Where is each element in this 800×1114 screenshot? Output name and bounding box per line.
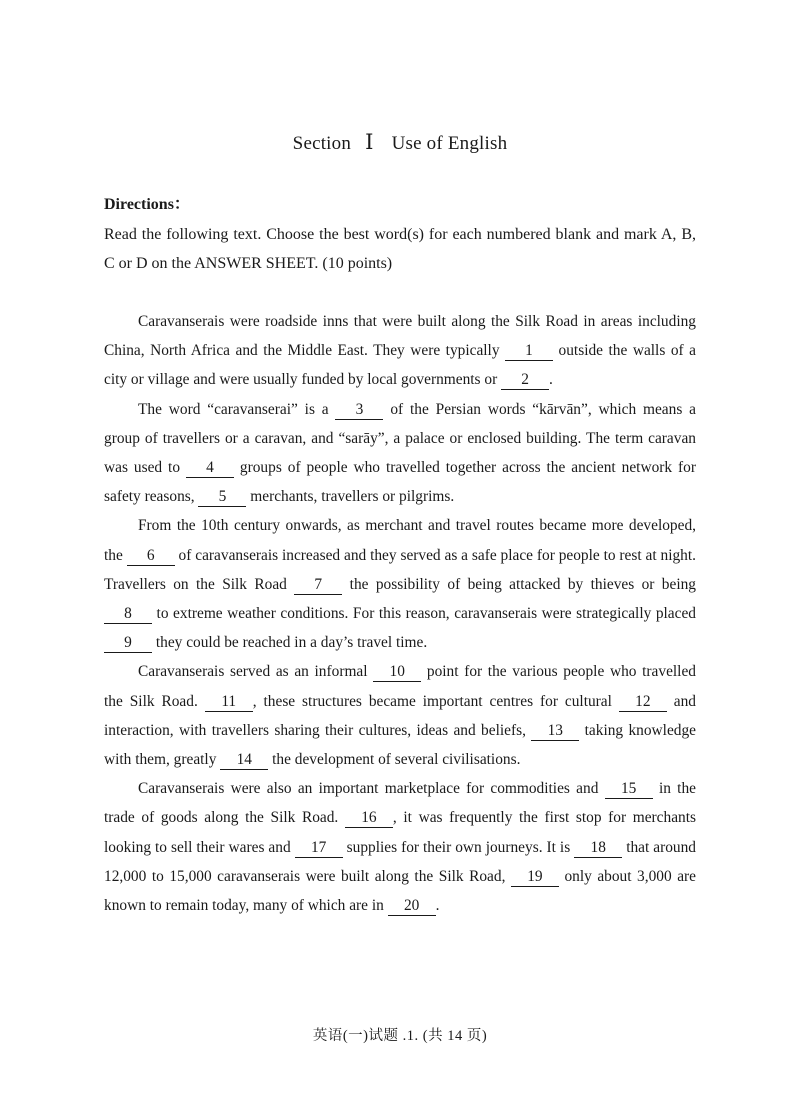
- directions-text: Read the following text. Choose the best word(s) for each numbered blank and mark A, B, C or D on the ANSWER SHEET. (10 points): [104, 226, 696, 272]
- blank-15: 15: [605, 780, 653, 799]
- section-prefix: Section: [292, 133, 352, 154]
- passage-text: , these structures became important centres for cultural: [252, 692, 619, 710]
- passage-text: of the Persian words “kārvān”, which means a group of travellers or a caravan, and “sarāy”, a palace or enclosed building. The term caravan was used to: [104, 400, 696, 477]
- blank-12: 12: [619, 693, 667, 712]
- blank-2: 2: [501, 371, 549, 390]
- cloze-passage: [104, 307, 696, 920]
- passage-text: merchants, travellers or pilgrims.: [246, 488, 455, 506]
- blank-20: 20: [388, 897, 436, 916]
- passage-text: supplies for their own journeys. It is: [342, 838, 575, 856]
- passage-text: .: [549, 371, 553, 389]
- passage-text: taking knowledge with them, greatly: [104, 721, 696, 769]
- passage-text: outside the walls of a city or village and were usually funded by local governments or: [104, 342, 696, 389]
- passage-text: in the trade of goods along the Silk Road.: [104, 780, 696, 827]
- passage-text: , it was frequently the first stop for merchants looking to sell their wares and: [104, 809, 697, 856]
- blank-1: 1: [505, 342, 553, 361]
- blank-19: 19: [511, 868, 559, 887]
- page-footer: 英语(一)试题 .1. (共 14 页): [312, 1028, 488, 1044]
- passage-text: only about 3,000 are known to remain today, many of which are in: [104, 867, 696, 915]
- blank-8: 8: [104, 605, 152, 624]
- blank-4: 4: [186, 459, 234, 478]
- passage-text: to extreme weather conditions. For this reason, caravanserais were strategically placed: [152, 605, 696, 623]
- passage-text: .: [435, 897, 440, 915]
- passage-text: and interaction, with travellers sharing their cultures, ideas and beliefs,: [104, 692, 696, 739]
- blank-3: 3: [335, 401, 383, 420]
- passage-text: point for the various people who travelled the Silk Road.: [104, 663, 696, 710]
- passage-text: Caravanserais were roadside inns that were built along the Silk Road in areas including China, North Africa and the Middle East. They were typically: [104, 313, 696, 360]
- paragraph-5: [104, 774, 696, 920]
- blank-17: 17: [295, 839, 343, 858]
- passage-text: the development of several civilisations.: [268, 751, 521, 769]
- blank-10: 10: [373, 663, 421, 682]
- passage-text: The word “caravanserai” is a: [138, 400, 336, 418]
- passage-text: that around 12,000 to 15,000 caravanserais were built along the Silk Road,: [104, 838, 697, 885]
- paragraph-4: [104, 657, 696, 774]
- section-title-text: Use of English: [391, 133, 508, 154]
- passage-text: they could be reached in a day’s travel time.: [152, 634, 428, 652]
- passage-text: Caravanserais were also an important marketplace for commodities and: [138, 780, 605, 798]
- blank-11: 11: [205, 693, 253, 712]
- blank-6: 6: [127, 547, 175, 566]
- passage-text: Caravanserais served as an informal: [138, 663, 374, 681]
- section-heading: [0, 130, 800, 155]
- blank-9: 9: [104, 634, 152, 653]
- blank-14: 14: [220, 751, 268, 770]
- paragraph-3: [104, 511, 696, 657]
- blank-18: 18: [574, 839, 622, 858]
- blank-16: 16: [345, 809, 393, 828]
- passage-text: of caravanserais increased and they served as a safe place for people to rest at night. Travellers on the Silk Road: [104, 546, 696, 593]
- paragraph-1: [104, 307, 696, 395]
- directions-label: Directions：: [104, 196, 190, 213]
- passage-text: groups of people who travelled together across the ancient network for safety reasons,: [104, 459, 696, 506]
- blank-5: 5: [198, 488, 246, 507]
- blank-13: 13: [531, 722, 579, 741]
- blank-7: 7: [294, 576, 342, 595]
- section-numeral: Ⅰ: [365, 130, 374, 154]
- passage-text: the possibility of being attacked by thieves or being: [342, 575, 696, 593]
- paragraph-2: [104, 395, 696, 512]
- passage-text: From the 10th century onwards, as merchant and travel routes became more developed, the: [104, 517, 696, 564]
